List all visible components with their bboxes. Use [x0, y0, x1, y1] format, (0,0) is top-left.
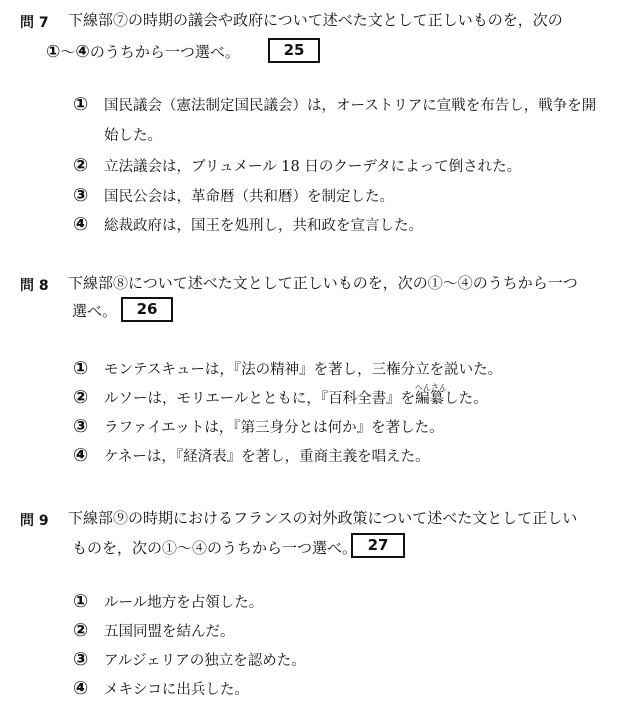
choice-text: 総裁政府は，国王を処刑し，共和政を宣言した。	[104, 218, 423, 234]
choice-number: ②	[73, 620, 89, 641]
question-stem-line1: 下線部⑨の時期におけるフランスの対外政策について述べた文として正しい	[68, 509, 578, 527]
choice-text: モンテスキューは，『法の精神』を著し，三権分立を説いた。	[104, 362, 503, 378]
choice-text: 国民公会は，革命暦（共和暦）を制定した。	[104, 189, 394, 205]
question-stem-line2: ①～④のうちから一つ選べ。	[46, 42, 240, 62]
choice-text: アルジェリアの独立を認めた。	[104, 653, 306, 669]
question-number: 問 9	[20, 513, 49, 529]
choice-number: ③	[73, 649, 89, 670]
choice-number: ④	[73, 678, 89, 699]
question-number: 問 8	[20, 278, 49, 294]
choice-number: ①	[73, 94, 89, 115]
answer-box: 25	[268, 38, 320, 63]
choice-text: 立法議会は，ブリュメール 18 日のクーデタによって倒された。	[104, 159, 522, 175]
choice-number: ②	[73, 387, 89, 408]
choice-text: ルソーは，モリエールとともに，『百科全書』を編纂した。	[104, 391, 488, 407]
furigana: へんさん	[415, 383, 447, 392]
question-stem-line2: ものを，次の①～④のうちから一つ選べ。	[72, 539, 358, 557]
choice-number: ①	[73, 591, 89, 612]
choice-number: ④	[73, 445, 89, 466]
question-stem-line1: 下線部⑦の時期の議会や政府について述べた文として正しいものを，次の	[68, 11, 563, 29]
answer-box: 27	[351, 533, 405, 558]
question-stem-line1: 下線部⑧について述べた文として正しいものを，次の①～④のうちから一つ	[68, 274, 578, 292]
choice-text-continued: 始した。	[104, 128, 162, 144]
choice-number: ②	[73, 155, 89, 176]
choice-text: ルール地方を占領した。	[104, 595, 264, 611]
choice-text: 国民議会（憲法制定国民議会）は，オーストリアに宣戦を布告し，戦争を開	[104, 98, 597, 114]
choice-text: ケネーは，『経済表』を著し，重商主義を唱えた。	[104, 449, 430, 465]
choice-number: ③	[73, 185, 89, 206]
choice-text: メキシコに出兵した。	[104, 682, 249, 698]
question-stem-line2: 選べ。	[72, 302, 118, 320]
choice-number: ①	[73, 358, 89, 379]
question-number: 問 7	[20, 15, 49, 31]
choice-text: ラファイエットは，『第三身分とは何か』を著した。	[104, 420, 444, 436]
choice-number: ④	[73, 214, 89, 235]
choice-text: 五国同盟を結んだ。	[104, 624, 235, 640]
choice-number: ③	[73, 416, 89, 437]
answer-box: 26	[121, 297, 173, 322]
